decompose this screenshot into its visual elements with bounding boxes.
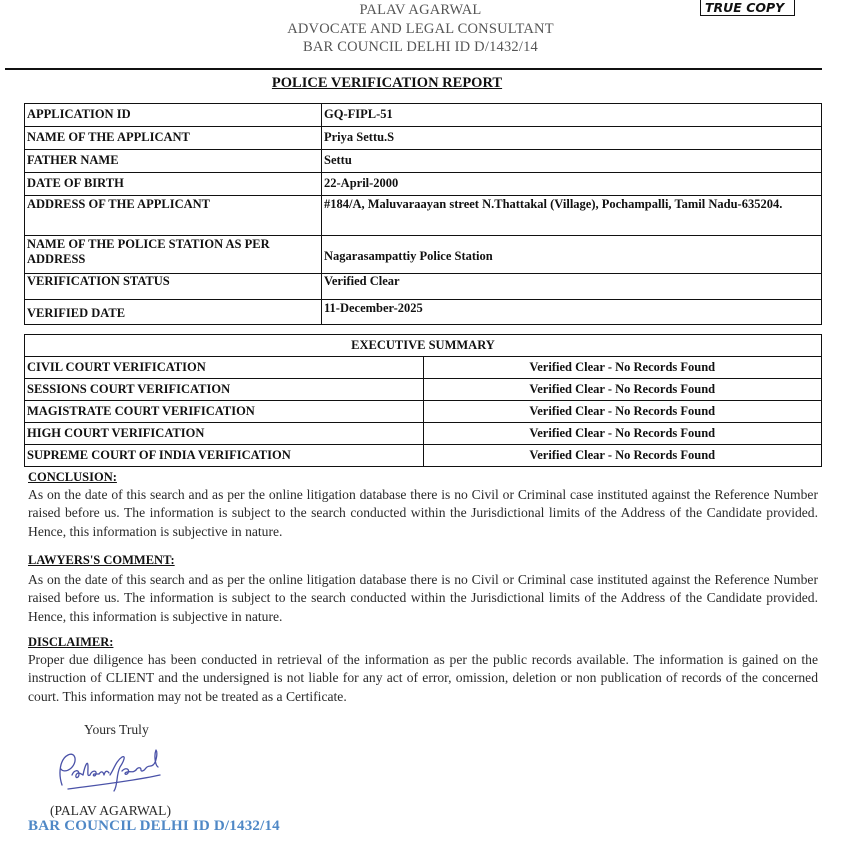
details-row (25, 173, 822, 196)
summary-row (25, 445, 822, 467)
disclaimer-heading: DISCLAIMER: (28, 635, 114, 649)
summary-label: SUPREME COURT OF INDIA VERIFICATION (25, 445, 424, 467)
signatory-name: (PALAV AGARWAL) (50, 803, 171, 818)
detail-label: DATE OF BIRTH (25, 173, 322, 196)
summary-value: Verified Clear - No Records Found (423, 401, 822, 423)
summary-label: MAGISTRATE COURT VERIFICATION (25, 401, 424, 423)
detail-label: NAME OF THE APPLICANT (25, 127, 322, 150)
detail-label: VERIFIED DATE (25, 300, 322, 325)
details-row (25, 300, 822, 325)
detail-value: 11-December-2025 (322, 300, 822, 325)
detail-label: VERIFICATION STATUS (25, 274, 322, 300)
advocate-bar-id: BAR COUNCIL DELHI ID D/1432/14 (302, 39, 539, 55)
lawyers-comment-heading: LAWYERS'S COMMENT: (28, 553, 175, 567)
executive-summary-table (24, 334, 822, 467)
advocate-designation: ADVOCATE AND LEGAL CONSULTANT (287, 21, 554, 37)
detail-label: NAME OF THE POLICE STATION AS PER ADDRESS (25, 236, 322, 274)
executive-summary-heading: EXECUTIVE SUMMARY (25, 335, 822, 357)
detail-value: #184/A, Maluvaraayan street N.Thattakal (Village), Pochampalli, Tamil Nadu-635204. (322, 196, 822, 236)
report-title: POLICE VERIFICATION REPORT (271, 75, 503, 91)
summary-value: Verified Clear - No Records Found (423, 423, 822, 445)
header-divider (5, 68, 822, 70)
summary-row (25, 357, 822, 379)
true-copy-stamp: TRUE COPY (700, 0, 795, 16)
disclaimer-text: Proper due diligence has been conducted in retrieval of the information as per the public records available. The information is gained on the instruction of CLIENT and the undersigned is not liable for any act of error, omission, deletion or non publication of records of the concerned court. This information may not be treated as a Certificate. (28, 652, 818, 704)
details-row (25, 236, 822, 274)
details-row (25, 104, 822, 127)
applicant-details-table (24, 103, 822, 325)
summary-label: HIGH COURT VERIFICATION (25, 423, 424, 445)
closing-salutation: Yours Truly (84, 722, 149, 737)
summary-row (25, 379, 822, 401)
details-row (25, 274, 822, 300)
detail-label: FATHER NAME (25, 150, 322, 173)
conclusion-text: As on the date of this search and as per the online litigation database there is no Civil or Criminal case instituted against the Reference Number raised before us. The information is subject to the search conducted within the Jurisdictional limits of the Address of the Candidate provided. Hence, this information is subjective in nature. (28, 487, 818, 539)
executive-summary-header-row (25, 335, 822, 357)
summary-row (25, 401, 822, 423)
lawyers-comment-text: As on the date of this search and as per the online litigation database there is no Civil or Criminal case instituted against the Reference Number raised before us. The information is subject to the search conducted within the Jurisdictional limits of the Address of the Candidate provided. Hence, this information is subjective in nature. (28, 572, 818, 624)
detail-value: Priya Settu.S (322, 127, 822, 150)
footer-bar-id: BAR COUNCIL DELHI ID D/1432/14 (28, 818, 280, 834)
detail-value: GQ-FIPL-51 (322, 104, 822, 127)
detail-label: APPLICATION ID (25, 104, 322, 127)
conclusion-heading: CONCLUSION: (28, 470, 117, 484)
detail-value: 22-April-2000 (322, 173, 822, 196)
summary-label: CIVIL COURT VERIFICATION (25, 357, 424, 379)
detail-value: Settu (322, 150, 822, 173)
details-row (25, 196, 822, 236)
detail-label: ADDRESS OF THE APPLICANT (25, 196, 322, 236)
details-row (25, 127, 822, 150)
summary-label: SESSIONS COURT VERIFICATION (25, 379, 424, 401)
summary-value: Verified Clear - No Records Found (423, 445, 822, 467)
advocate-name: PALAV AGARWAL (359, 2, 482, 18)
summary-value: Verified Clear - No Records Found (423, 357, 822, 379)
handwritten-signature (48, 745, 173, 795)
detail-value: Verified Clear (322, 274, 822, 300)
summary-row (25, 423, 822, 445)
details-row (25, 150, 822, 173)
detail-value: Nagarasampattiy Police Station (322, 236, 822, 274)
summary-value: Verified Clear - No Records Found (423, 379, 822, 401)
